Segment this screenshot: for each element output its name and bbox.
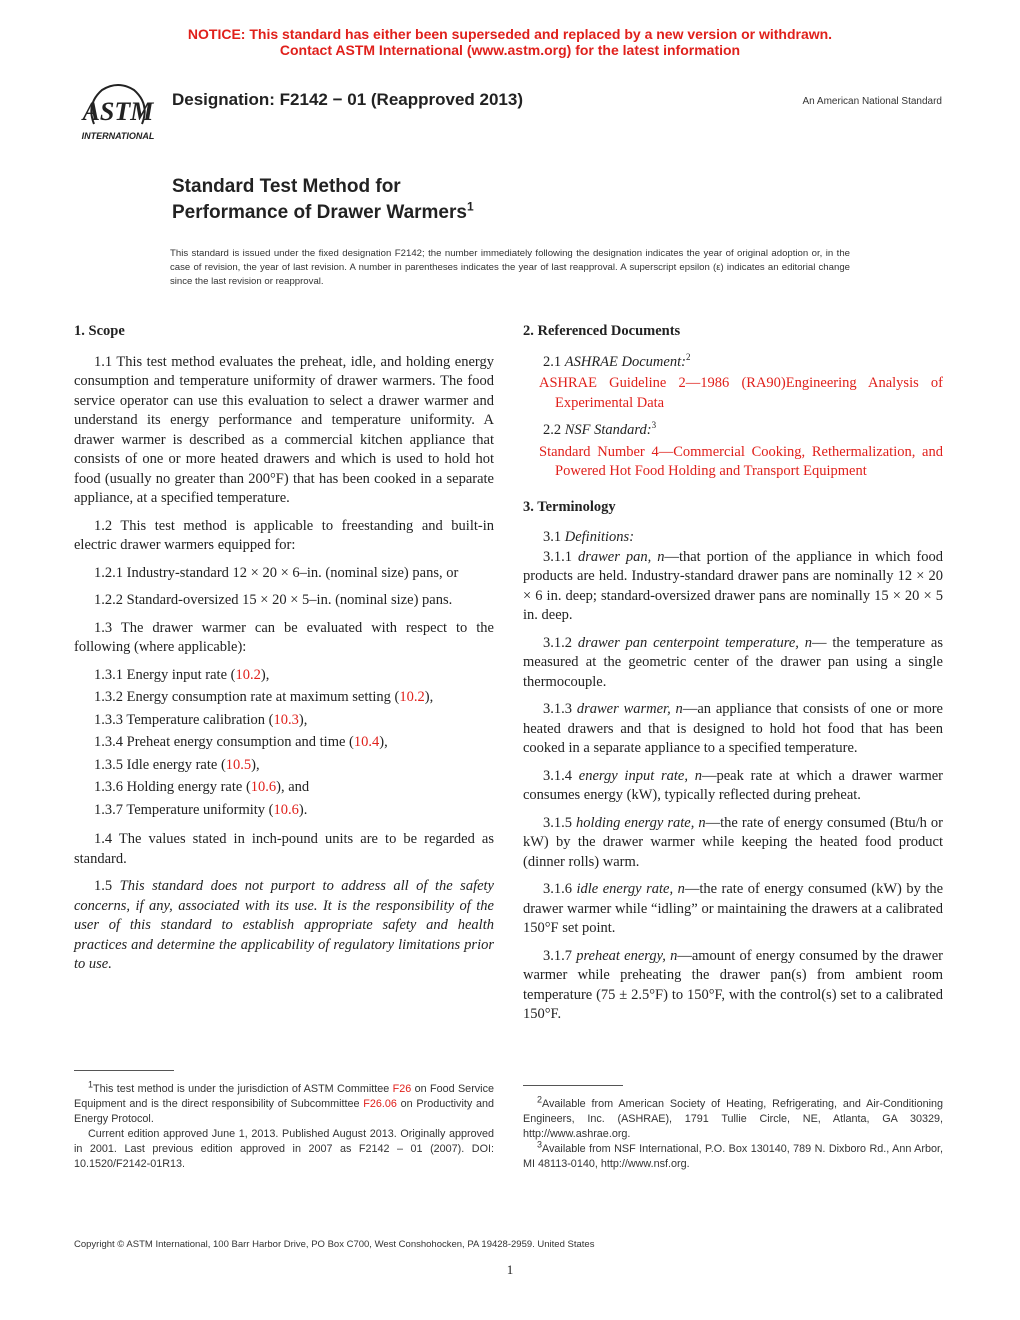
section-reference-link[interactable]: 10.6 — [273, 801, 299, 818]
paragraph-2-1: 2.1 ASHRAE Document:$^2$ — [543, 351, 691, 370]
definition-item: 3.1.1 drawer pan, n—that portion of the appliance in which food products are held. Industry-standard drawer pans are nominally 12 × 20 × 6 in. deep; standard-oversized drawer pans are nominally 15 × 20 × 5 in. deep. — [523, 548, 944, 623]
evaluation-list — [74, 666, 494, 821]
footnote-rule-left — [74, 1070, 174, 1071]
section-reference-link[interactable]: 10.2 — [399, 689, 425, 705]
section-reference-link[interactable]: 10.2 — [235, 666, 261, 683]
footnote-1-edition: Current edition approved June 1, 2013. Published August 2013. Originally approved in 2001. Last previous edition approved in 2007 as F2142 – 01 (2007). DOI: 10.1520/F2142-01R13. — [74, 1128, 494, 1170]
paragraph-1-1: 1.1 This test method evaluates the preheat, idle, and holding energy consumption and temperature uniformity of drawer warmers. The food service operator can use this evaluation to select a drawer warmer and understand its energy performance and temperature uniformity. A drawer warmer is described as a commercial kitchen appliance that consists of one or more heated drawers and which is used to hold hot food (usually no greater than 200°F) that has been cooked in a separate appliance, at a specified temperature. — [74, 353, 494, 506]
subcommittee-f26-06-link[interactable]: F26.06 — [363, 1098, 397, 1110]
footnote-3: $^3$Available from NSF International, P.O. Box 130140, 789 N. Dixboro Rd., Ann Arbor, MI 48113-0140, http://www.nsf.org. — [523, 1139, 943, 1170]
evaluation-item: 1.3.1 Energy input rate (10.2), — [94, 666, 270, 683]
footnote-1: $^1$This test method is under the jurisdiction of ASTM Committee F26 on Food Service Equipment and is the direct responsibility of Subcommittee F26.06 on Productivity and Energy Protocol. — [74, 1079, 495, 1125]
title-line-2: Performance of Drawer Warmers$^1$ — [172, 199, 474, 223]
footnotes-left — [74, 1079, 495, 1172]
astm-logo — [72, 76, 164, 146]
evaluation-item: 1.3.6 Holding energy rate (10.6), and — [94, 779, 310, 795]
logo-subtext: INTERNATIONAL — [81, 131, 155, 141]
title-line-1: Standard Test Method for — [172, 176, 401, 197]
paragraph-1-2-2: 1.2.2 Standard-oversized 15 × 20 × 5–in. (nominal size) pans. — [94, 592, 453, 608]
paragraph-1-3: 1.3 The drawer warmer can be evaluated with respect to the following (where applicable): — [74, 619, 494, 655]
definition-item: 3.1.6 idle energy rate, n—the rate of energy consumed (kW) by the drawer warmer while “idling” or maintaining the drawers at a calibrated 150°F set point. — [523, 881, 944, 936]
paragraph-2-2: 2.2 NSF Standard:$^3$ — [543, 420, 657, 438]
footnote-2: $^2$Available from American Society of Heating, Refrigerating, and Air-Conditioning Engineers, Inc. (ASHRAE), 1791 Tullie Circle, NE, Atlanta, GA 30329, http://www.ashrae.org. — [523, 1094, 943, 1140]
right-column — [523, 322, 943, 1033]
evaluation-item: 1.3.7 Temperature uniformity (10.6). — [94, 801, 308, 818]
logo-text: ASTM — [82, 97, 154, 126]
paragraph-1-2-1: 1.2.1 Industry-standard 12 × 20 × 6–in. (nominal size) pans, or — [94, 564, 459, 581]
issuance-statement: This standard is issued under the fixed designation F2142; the number immediately following the designation indicates the year of original adoption or, in the case of revision, the year of last revision. A number in parentheses indicates the year of last reapproval. A superscript epsilon (ε) indicates an editorial change since the last revision or reapproval. — [170, 248, 850, 287]
section-reference-link[interactable]: 10.5 — [225, 756, 252, 773]
committee-f26-link[interactable]: F26 — [392, 1083, 412, 1095]
definition-term: drawer pan centerpoint temperature, n — [577, 634, 813, 651]
definition-term: idle energy rate, n — [576, 881, 685, 897]
designation: Designation: F2142 − 01 (Reapproved 2013) — [172, 90, 523, 109]
section-reference-link[interactable]: 10.3 — [273, 711, 299, 728]
section-heading-references: 2. Referenced Documents — [523, 323, 681, 339]
notice-line-1: NOTICE: This standard has either been superseded and replaced by a new version or withdrawn. — [187, 26, 833, 42]
definition-item: 3.1.5 holding energy rate, n—the rate of energy consumed (Btu/h or kW) by the drawer warmer while keeping the heated food product (dinner rolls) warm. — [523, 814, 944, 870]
definition-term: energy input rate, n — [578, 767, 702, 784]
page-number: 1 — [506, 1262, 514, 1277]
title-footnote-mark[interactable]: 1 — [466, 199, 474, 214]
definition-term: drawer warmer, n — [576, 701, 683, 717]
definition-term: drawer pan, n — [577, 548, 665, 565]
definitions-list — [523, 548, 943, 1025]
footnote-rule-right — [523, 1085, 623, 1086]
paragraph-3-1: 3.1 Definitions: — [543, 529, 635, 545]
evaluation-item: 1.3.5 Idle energy rate (10.5), — [94, 756, 260, 773]
document-title — [172, 174, 474, 226]
paragraph-1-5: 1.5 This standard does not purport to address all of the safety concerns, if any, associated with its use. It is the responsibility of the user of this standard to establish appropriate safety and health practices and determine the applicability of regulatory limitations prior to use. — [74, 878, 494, 972]
evaluation-item: 1.3.4 Preheat energy consumption and time (10.4), — [94, 734, 388, 750]
section-reference-link[interactable]: 10.4 — [353, 734, 380, 750]
footnotes-right — [523, 1094, 943, 1172]
ashrae-reference-link[interactable]: ASHRAE Guideline 2—1986 (RA90)Engineering Analysis of Experimental Data — [539, 375, 943, 411]
paragraph-1-4: 1.4 The values stated in inch-pound units are to be regarded as standard. — [74, 831, 494, 867]
paragraph-1-2: 1.2 This test method is applicable to freestanding and built-in electric drawer warmers equipped for: — [74, 517, 494, 553]
evaluation-item: 1.3.2 Energy consumption rate at maximum setting (10.2), — [94, 689, 434, 705]
definition-term: holding energy rate, n — [576, 814, 706, 831]
definition-item: 3.1.2 drawer pan centerpoint temperature, n— the temperature as measured at the geometric center of the drawer pan using a single thermocouple. — [523, 634, 944, 690]
section-heading-terminology: 3. Terminology — [523, 498, 616, 515]
definition-item: 3.1.7 preheat energy, n—amount of energy consumed by the drawer warmer while preheating the drawer pan(s) from ambient room temperature (75 ± 2.5°F) to 150°F, with the control(s) set to a calibrated 150°F. — [523, 947, 943, 1022]
section-reference-link[interactable]: 10.6 — [250, 779, 277, 795]
section-heading-scope: 1. Scope — [74, 323, 125, 339]
definition-term: preheat energy, n — [576, 947, 678, 964]
notice-banner — [0, 26, 1020, 58]
nsf-reference-link[interactable]: Standard Number 4—Commercial Cooking, Rethermalization, and Powered Hot Food Holding and Transport Equipment — [539, 443, 943, 479]
left-column — [74, 322, 494, 983]
definition-item: 3.1.4 energy input rate, n—peak rate at which a drawer warmer consumes energy (kW), typically reflected during preheat. — [523, 767, 944, 803]
american-national-standard: An American National Standard — [802, 96, 942, 107]
definition-item: 3.1.3 drawer warmer, n—an appliance that consists of one or more heated drawers and that is designed to hold hot food that has been cooked in a separate appliance to a specified temperature. — [523, 701, 943, 756]
copyright: Copyright © ASTM International, 100 Barr Harbor Drive, PO Box C700, West Conshohocken, PA 19428-2959. United States — [74, 1239, 595, 1250]
evaluation-item: 1.3.3 Temperature calibration (10.3), — [94, 711, 308, 728]
notice-line-2: Contact ASTM International (www.astm.org) for the latest information — [279, 42, 741, 58]
